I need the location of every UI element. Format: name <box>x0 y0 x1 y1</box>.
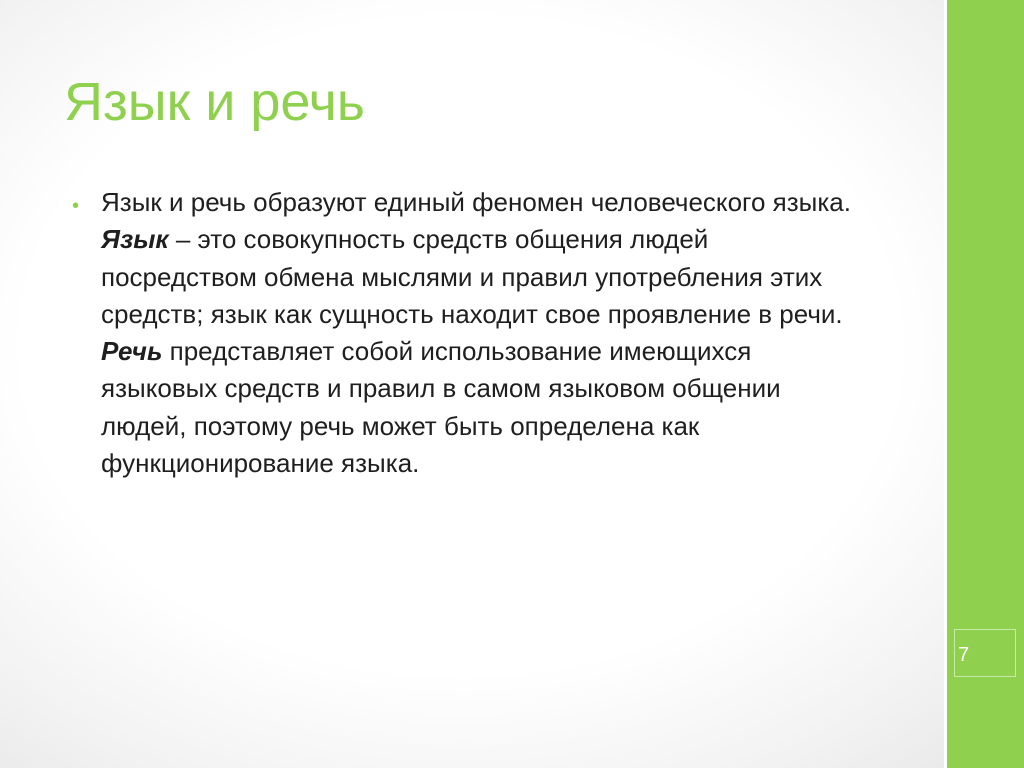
body-paragraph <box>101 184 871 482</box>
bullet-icon: • <box>72 195 80 217</box>
slide-number: 7 <box>958 644 970 666</box>
slide-title: Язык и речь <box>64 72 365 132</box>
paragraph-text-1: Язык и речь образуют единый феномен человеческого языка. <box>101 187 851 217</box>
paragraph-text-2: – это совокупность средств общения людей посредством обмена мыслями и правил употребления этих средств; язык как сущность находит свое проявление в речи. <box>101 224 843 329</box>
term-language: Язык <box>101 224 169 255</box>
paragraph-text-3: представляет собой использование имеющихся языковых средств и правил в самом языковом общении людей, поэтому речь может быть определена как функционирование языка. <box>101 336 781 479</box>
term-speech: Речь <box>101 336 163 367</box>
